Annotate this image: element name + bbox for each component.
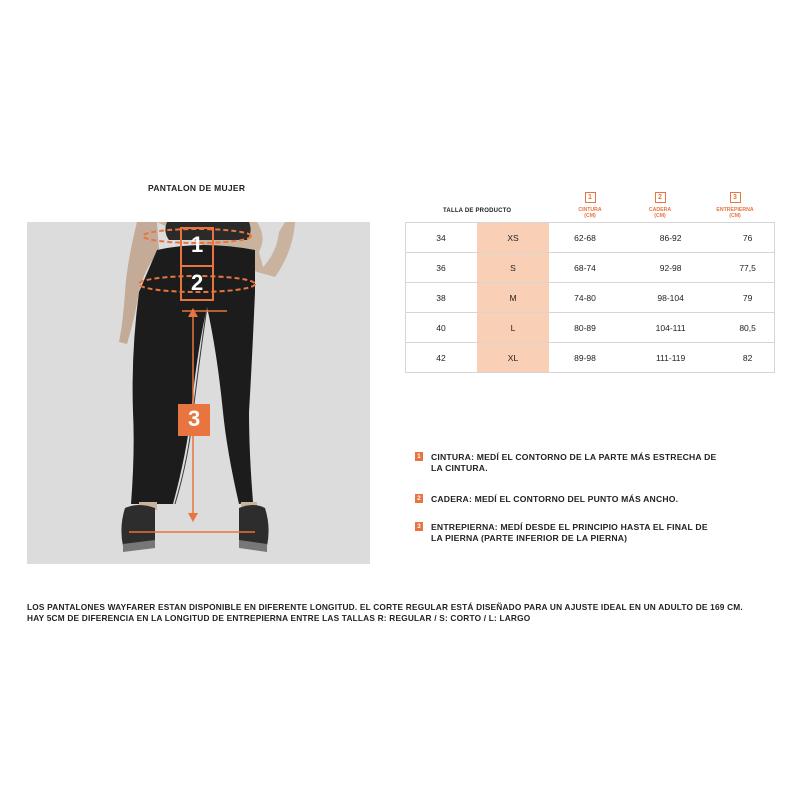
col-number: 1 — [585, 192, 596, 203]
legend-number: 1 — [415, 452, 423, 461]
col-label: CADERA (CM) — [648, 207, 672, 219]
table-row — [405, 283, 775, 313]
legend-text: CINTURA: MEDÍ EL CONTORNO DE LA PARTE MÁS ESTRECHA DE LA CINTURA. — [431, 452, 717, 473]
col-head-entrepierna — [705, 186, 765, 219]
cintura-value: 89-98 — [549, 343, 621, 373]
legend-text: CADERA: MEDÍ EL CONTORNO DEL PUNTO MÁS ANCHO. — [431, 494, 679, 504]
marker-1: 1 — [191, 232, 204, 257]
col-head-cintura — [560, 186, 620, 219]
cadera-value: 104-111 — [621, 313, 720, 343]
footer-line-1: LOS PANTALONES WAYFARER ESTAN DISPONIBLE EN DIFERENTE LONGITUD. EL CORTE REGULAR ESTÁ DISEÑADO PARA UN AJUSTE IDEAL EN UN ADULTO DE 169 CM. — [27, 602, 743, 612]
legend-item-cadera — [415, 494, 721, 505]
col-label: CINTURA (CM) — [578, 207, 602, 219]
size-letter: L — [477, 313, 549, 343]
size-letter: M — [477, 283, 549, 313]
entrepierna-value: 76 — [720, 223, 775, 253]
cintura-value: 80-89 — [549, 313, 621, 343]
table-row — [405, 223, 775, 253]
marker-2: 2 — [191, 270, 204, 295]
footer-note — [27, 602, 787, 624]
entrepierna-value: 80,5 — [720, 313, 775, 343]
size-letter: S — [477, 253, 549, 283]
size-number: 38 — [405, 283, 477, 313]
col-head-cadera — [630, 186, 690, 219]
cintura-value: 68-74 — [549, 253, 621, 283]
size-number: 36 — [405, 253, 477, 283]
cadera-value: 86-92 — [621, 223, 720, 253]
cintura-value: 74-80 — [549, 283, 621, 313]
talla-header: TALLA DE PRODUCTO — [443, 208, 512, 214]
table-row — [405, 253, 775, 283]
entrepierna-value: 82 — [720, 343, 775, 373]
model-photo — [27, 222, 370, 564]
cadera-value: 92-98 — [621, 253, 720, 283]
size-number: 42 — [405, 343, 477, 373]
footer-line-2: HAY 5CM DE DIFERENCIA EN LA LONGITUD DE ENTREPIERNA ENTRE LAS TALLAS R: REGULAR / S: CORTO / L: LARGO — [27, 613, 531, 623]
legend-item-cintura — [415, 452, 721, 474]
marker-3: 3 — [188, 406, 201, 431]
page-title: PANTALON DE MUJER — [148, 183, 246, 193]
size-number: 40 — [405, 313, 477, 343]
legend-text: ENTREPIERNA: MEDÍ DESDE EL PRINCIPIO HASTA EL FINAL DE LA PIERNA (PARTE INFERIOR DE LA PIERNA) — [431, 522, 708, 543]
cadera-value: 98-104 — [621, 283, 720, 313]
cadera-value: 111-119 — [621, 343, 720, 373]
table-row — [405, 313, 775, 343]
col-number: 2 — [655, 192, 666, 203]
table-row — [405, 343, 775, 373]
size-letter: XS — [477, 223, 549, 253]
col-number: 3 — [730, 192, 741, 203]
size-letter: XL — [477, 343, 549, 373]
legend-number: 3 — [415, 522, 423, 531]
entrepierna-value: 79 — [720, 283, 775, 313]
legend-number: 2 — [415, 494, 423, 503]
legend-item-entrepierna — [415, 522, 721, 544]
size-number: 34 — [405, 223, 477, 253]
entrepierna-value: 77,5 — [720, 253, 775, 283]
cintura-value: 62-68 — [549, 223, 621, 253]
col-label: ENTREPIERNA (CM) — [716, 207, 754, 219]
size-table — [405, 222, 775, 373]
